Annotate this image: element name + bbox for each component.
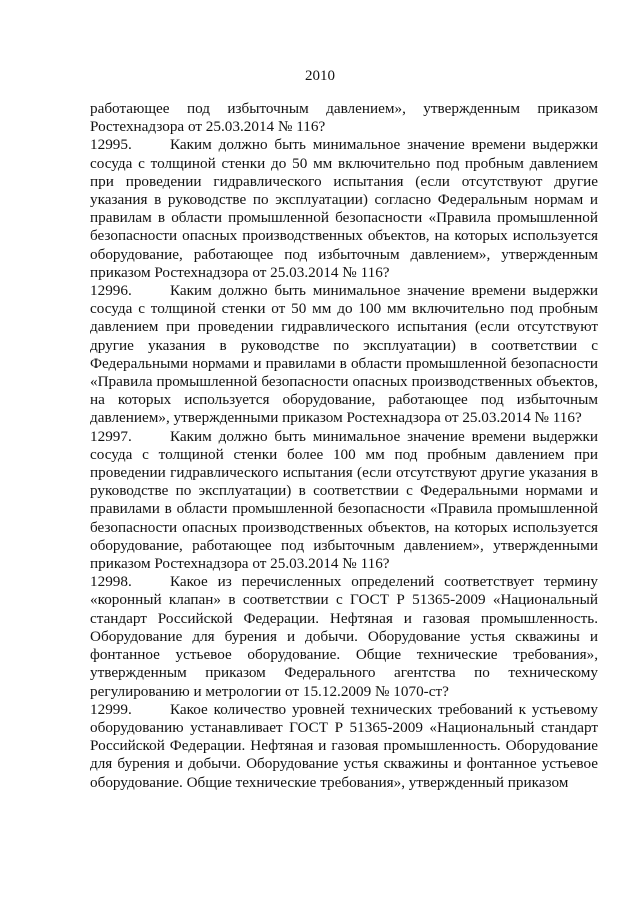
page-number: 2010 bbox=[305, 68, 335, 84]
question-text: Каким должно быть минимальное значение времени выдержки сосуда с толщиной стенки более 100 мм под пробным давлением при проведении гидравлического испытания (если отсутствуют другие указания в руководстве по эксплуатации) в соответствии с Федеральными нормами и правилами в области промышленной безопасности «Правила промышленной безопасности опасных производственных объектов, на которых используется оборудование, работающее под избыточным давлением», утвержденными приказом Ростехнадзора от 25.03.2014 № 116? bbox=[90, 427, 598, 573]
question-12995 bbox=[90, 136, 598, 282]
question-number: 12995. bbox=[90, 136, 132, 154]
question-text: Каким должно быть минимальное значение времени выдержки сосуда с толщиной стенки от 50 мм до 100 мм включительно под пробным давлением при проведении гидравлического испытания (если отсутствуют другие указания в руководстве по эксплуатации) в соответствии с Федеральными нормами и правилами в области промышленной безопасности «Правила промышленной безопасности опасных производственных объектов, на которых используется оборудование, работающее под избыточным давлением», утвержденными приказом Ростехнадзора от 25.03.2014 № 116? bbox=[90, 282, 598, 427]
question-number: 12998. bbox=[90, 573, 132, 591]
question-12999 bbox=[90, 701, 598, 792]
question-12997 bbox=[90, 428, 598, 574]
question-text: Какое из перечисленных определений соответствует термину «коронный клапан» в соответствии с ГОСТ Р 51365-2009 «Национальный стандарт Российской Федерации. Нефтяная и газовая промышленность. Оборудование для бурения и добычи. Оборудование устья скважины и фонтанное устьевое оборудование. Общие технические требования», утвержденным приказом Федерального агентства по техническому регулированию и метрологии от 15.12.2009 № 1070-ст? bbox=[90, 573, 598, 700]
question-12998 bbox=[90, 573, 598, 700]
question-12996 bbox=[90, 282, 598, 428]
question-number: 12999. bbox=[90, 700, 132, 718]
question-text: Какое количество уровней технических требований к устьевому оборудованию устанавливает ГОСТ Р 51365-2009 «Национальный стандарт Российской Федерации. Нефтяная и газовая промышленность. Оборудование для бурения и добычи. Оборудование устья скважины и фонтанное устьевое оборудование. Общие технические требования», утвержденный приказом bbox=[90, 700, 598, 791]
paragraph-text: работающее под избыточным давлением», утвержденным приказом Ростехнадзора от 25.03.2014 № 116? bbox=[90, 100, 598, 136]
question-text: Каким должно быть минимальное значение времени выдержки сосуда с толщиной стенки до 50 мм включительно под пробным давлением при проведении гидравлического испытания (если отсутствуют другие указания в руководстве по эксплуатации) согласно Федеральным нормам и правилам в области промышленной безопасности «Правила промышленной безопасности опасных производственных объектов, на которых используется оборудование, работающее под избыточным давлением», утвержденным приказом Ростехнадзора от 25.03.2014 № 116? bbox=[90, 136, 598, 281]
document-body bbox=[90, 100, 598, 792]
paragraph-continuation bbox=[90, 100, 598, 136]
question-number: 12996. bbox=[90, 282, 132, 300]
question-number: 12997. bbox=[90, 427, 132, 445]
